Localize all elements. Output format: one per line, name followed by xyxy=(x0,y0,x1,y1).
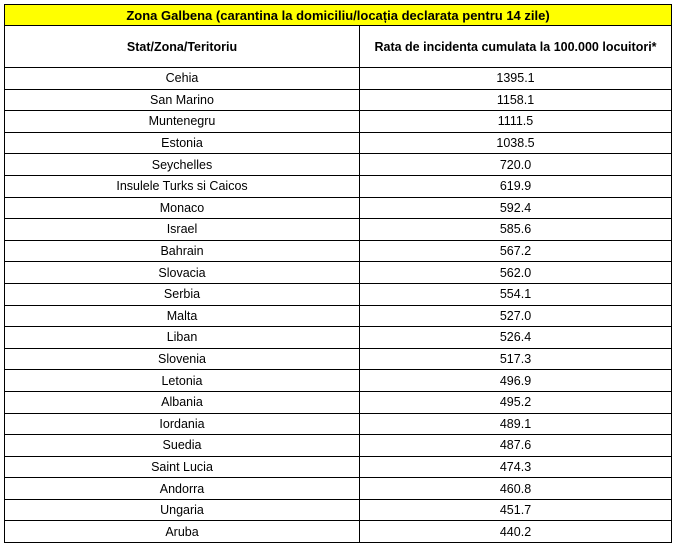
country-cell: Bahrain xyxy=(5,240,360,262)
incidence-rate-cell: 460.8 xyxy=(360,478,672,500)
table-body xyxy=(5,68,672,543)
table-row xyxy=(5,262,672,284)
country-cell: Slovacia xyxy=(5,262,360,284)
table-row xyxy=(5,521,672,543)
incidence-rate-cell: 562.0 xyxy=(360,262,672,284)
country-cell: Slovenia xyxy=(5,348,360,370)
table-row xyxy=(5,435,672,457)
table-row xyxy=(5,499,672,521)
country-cell: Aruba xyxy=(5,521,360,543)
table-row xyxy=(5,283,672,305)
table-row xyxy=(5,240,672,262)
incidence-rate-cell: 451.7 xyxy=(360,499,672,521)
table-row xyxy=(5,305,672,327)
table-row xyxy=(5,348,672,370)
country-cell: Seychelles xyxy=(5,154,360,176)
country-cell: Ungaria xyxy=(5,499,360,521)
table-row xyxy=(5,391,672,413)
header-row xyxy=(5,26,672,68)
table-row xyxy=(5,456,672,478)
incidence-rate-cell: 496.9 xyxy=(360,370,672,392)
incidence-rate-cell: 1111.5 xyxy=(360,111,672,133)
incidence-rate-cell: 619.9 xyxy=(360,175,672,197)
incidence-rate-cell: 554.1 xyxy=(360,283,672,305)
incidence-rate-cell: 1038.5 xyxy=(360,132,672,154)
incidence-rate-cell: 567.2 xyxy=(360,240,672,262)
table-row xyxy=(5,68,672,90)
table-row xyxy=(5,478,672,500)
country-cell: Serbia xyxy=(5,283,360,305)
table-row xyxy=(5,219,672,241)
incidence-rate-cell: 592.4 xyxy=(360,197,672,219)
table-row xyxy=(5,175,672,197)
incidence-rate-cell: 474.3 xyxy=(360,456,672,478)
table-row xyxy=(5,89,672,111)
incidence-rate-cell: 517.3 xyxy=(360,348,672,370)
table-row xyxy=(5,327,672,349)
country-cell: Muntenegru xyxy=(5,111,360,133)
incidence-rate-cell: 720.0 xyxy=(360,154,672,176)
country-cell: Liban xyxy=(5,327,360,349)
yellow-zone-table xyxy=(4,4,672,543)
column-header-country: Stat/Zona/Teritoriu xyxy=(5,26,360,68)
incidence-rate-cell: 487.6 xyxy=(360,435,672,457)
table-row xyxy=(5,197,672,219)
country-cell: Letonia xyxy=(5,370,360,392)
country-cell: Saint Lucia xyxy=(5,456,360,478)
incidence-rate-cell: 527.0 xyxy=(360,305,672,327)
table-row xyxy=(5,413,672,435)
incidence-rate-cell: 495.2 xyxy=(360,391,672,413)
country-cell: Andorra xyxy=(5,478,360,500)
country-cell: Israel xyxy=(5,219,360,241)
title-row xyxy=(5,5,672,26)
country-cell: Monaco xyxy=(5,197,360,219)
incidence-rate-cell: 585.6 xyxy=(360,219,672,241)
incidence-rate-cell: 489.1 xyxy=(360,413,672,435)
incidence-rate-cell: 1395.1 xyxy=(360,68,672,90)
incidence-rate-cell: 526.4 xyxy=(360,327,672,349)
table-row xyxy=(5,111,672,133)
table-title: Zona Galbena (carantina la domiciliu/locația declarata pentru 14 zile) xyxy=(5,5,672,26)
country-cell: Suedia xyxy=(5,435,360,457)
country-cell: Albania xyxy=(5,391,360,413)
country-cell: Iordania xyxy=(5,413,360,435)
country-cell: Insulele Turks si Caicos xyxy=(5,175,360,197)
incidence-rate-cell: 440.2 xyxy=(360,521,672,543)
column-header-incidence-rate: Rata de incidenta cumulata la 100.000 locuitori* xyxy=(360,26,672,68)
country-cell: Estonia xyxy=(5,132,360,154)
country-cell: Malta xyxy=(5,305,360,327)
table-row xyxy=(5,154,672,176)
country-cell: Cehia xyxy=(5,68,360,90)
table-row xyxy=(5,132,672,154)
incidence-rate-cell: 1158.1 xyxy=(360,89,672,111)
table-row xyxy=(5,370,672,392)
country-cell: San Marino xyxy=(5,89,360,111)
